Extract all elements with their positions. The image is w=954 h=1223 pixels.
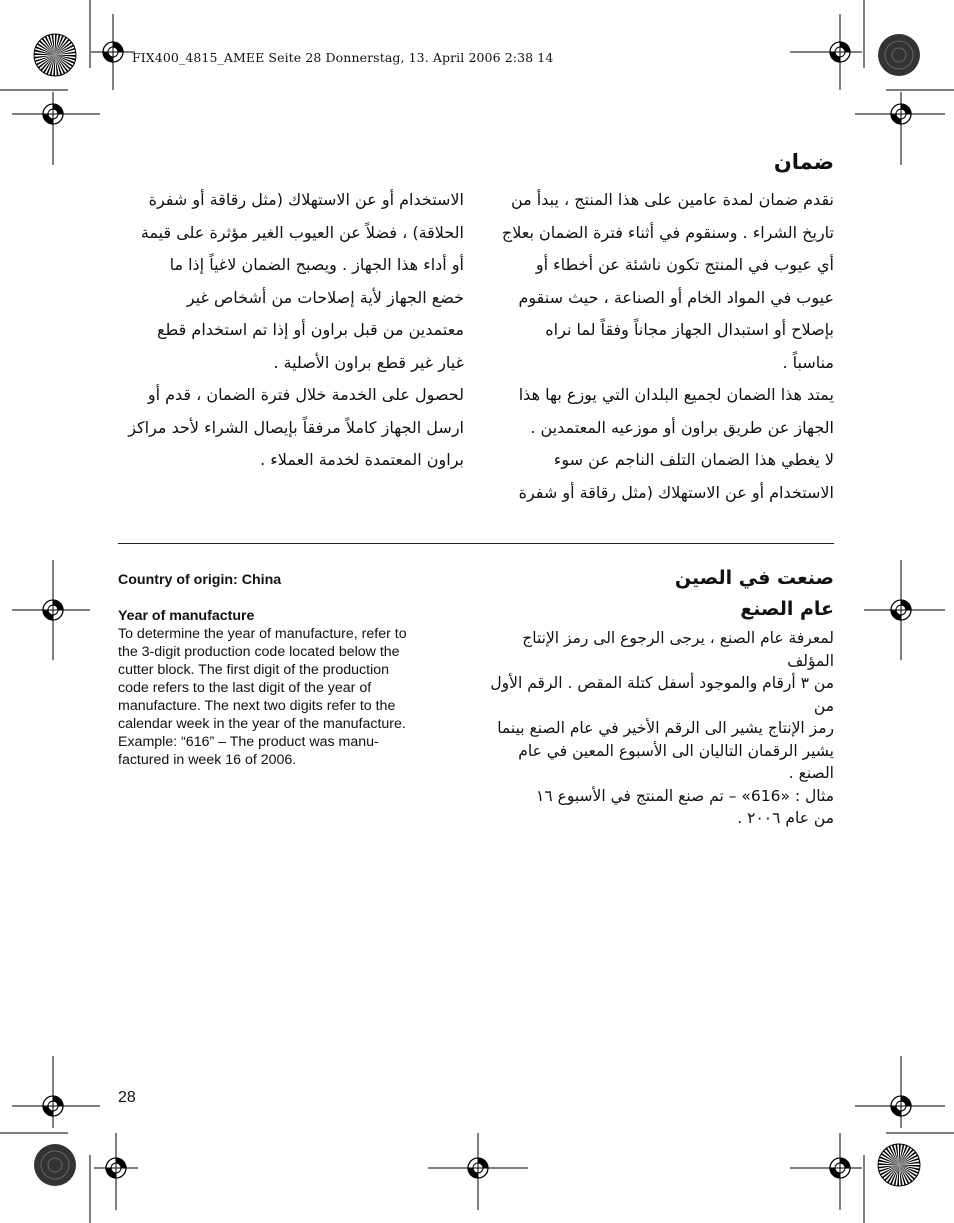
text-line: code refers to the last digit of the year of [118,680,372,696]
year-of-manufacture-title-ar: عام الصنع [740,598,834,620]
text-line: أي عيوب في المنتج تكون ناشئة عن أخطاء أو [535,255,834,274]
print-slug: FIX400_4815_AMEE Seite 28 Donnerstag, 13. April 2006 2:38 14 [132,50,554,65]
text-line: الحلاقة) ، فضلاً عن العيوب الغير مؤثرة على قيمة [140,222,464,242]
text-line: الجهاز عن طريق براون أو موزعيه المعتمدين . [530,417,834,437]
dark-target-icon [34,1144,76,1186]
country-of-origin-en: Country of origin: China [118,572,282,588]
text-line: يشير الرقمان التاليان الى الأسبوع المعين في عام الصنع . [518,741,834,782]
year-of-manufacture-title-en: Year of manufacture [118,608,255,624]
text-line: لا يغطي هذا الضمان التلف الناجم عن سوء [553,450,834,469]
warranty-title-ar: ضمان [773,150,834,174]
text-line: رمز الإنتاج يشير الى الرقم الأخير في عام الصنع بينما [497,719,834,737]
text-line: To determine the year of manufacture, refer to [118,626,407,642]
text-line: مثال : «616» – تم صنع المنتج في الأسبوع ١٦ [536,786,834,805]
text-line: calendar week in the year of the manufacture. [118,716,406,732]
text-line: معتمدين من قبل براون أو إذا تم استخدام قطع [157,320,464,339]
text-line: خضع الجهاز لأية إصلاحات من أشخاص غير [186,287,464,307]
text-line: من عام ٢٠٠٦ . [737,809,834,827]
text-line: غيار غير قطع براون الأصلية . [273,352,464,372]
page-number: 28 [118,1089,136,1106]
text-line: factured in week 16 of 2006. [118,752,297,768]
text-line: من ٣ أرقام والموجود أسفل كتلة المقص . الرقم الأول من [490,674,834,715]
text-line: manufacture. The next two digits refer to the [118,698,396,714]
text-line: لحصول على الخدمة خلال فترة الضمان ، قدم أو [147,385,464,404]
text-line: ارسل الجهاز كاملاً مرفقاً بإيصال الشراء لأحد مراكز [128,417,464,437]
text-line: نقدم ضمان لمدة عامين على هذا المنتج ، يبدأ من [510,190,834,209]
text-line: cutter block. The first digit of the production [118,662,390,678]
text-line: لمعرفة عام الصنع ، يرجى الرجوع الى رمز الإنتاج المؤلف [522,629,834,670]
star-target-icon [878,1144,920,1186]
text-line: الاستخدام أو عن الاستهلاك (مثل رقاقة أو شفرة [148,190,464,209]
star-target-icon [34,34,76,76]
text-line: الاستخدام أو عن الاستهلاك (مثل رقاقة أو شفرة [518,482,834,502]
text-line: تاريخ الشراء . وسنقوم في أثناء فترة الضمان بعلاج [501,222,834,242]
text-line: عيوب في المواد الخام أو الصناعة ، حيث سنقوم [518,287,834,307]
text-line: Example: “616” – The product was manu- [118,734,379,750]
country-of-origin-ar: صنعت في الصين [674,567,834,589]
text-line: مناسباً . [782,352,834,372]
text-line: براون المعتمدة لخدمة العملاء . [260,450,464,469]
text-line: بإصلاح أو استبدال الجهاز مجاناً وفقاً لما نراه [545,320,834,339]
text-line: the 3-digit production code located below the [118,644,400,660]
dark-target-icon [878,34,920,76]
text-line: أو أداء هذا الجهاز . ويصبح الضمان لاغياً إذا ما [169,255,464,274]
text-line: يمتد هذا الضمان لجميع البلدان التي يوزع بها هذا [518,385,834,404]
